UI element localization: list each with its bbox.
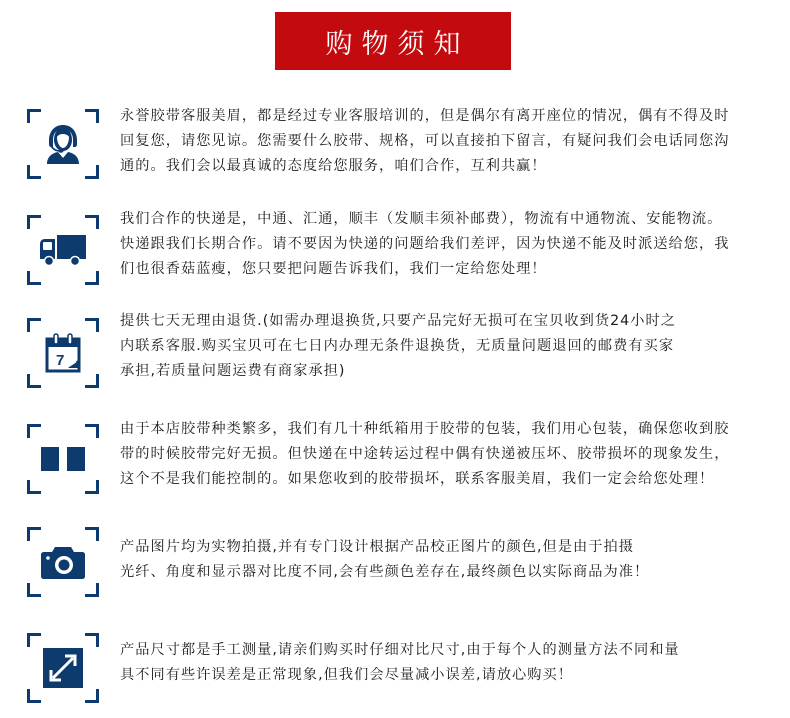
text-line: 产品图片均为实物拍摄,并有专门设计根据产品校正图片的颜色,但是由于拍摄 (120, 539, 634, 555)
text-line: 回复您，请您见谅。您需要什么胶带、规格，可以直接拍下留言，有疑问我们会电话同您沟 (120, 133, 730, 149)
camera-icon (40, 544, 86, 580)
text-line: 光纤、角度和显示器对比度不同,会有些颜色差存在,最终颜色以实际商品为准！ (120, 564, 650, 580)
section-text (120, 309, 770, 384)
text-line: 这个不是我们能控制的。如果您收到的胶带损坏，联系客服美眉，我们一定会给您处理！ (120, 471, 715, 487)
text-line: 带的时候胶带完好无损。但快递在中途转运过程中偶有快递被压坏、胶带损坏的现象发生， (120, 446, 730, 462)
customer-service-headset-icon (41, 122, 85, 166)
package-boxes-icon (40, 446, 86, 472)
delivery-truck-icon (38, 234, 88, 266)
text-line: 具不同有些许误差是正常现象,但我们会尽量减小误差,请放心购买！ (120, 667, 574, 683)
icon-frame (27, 633, 99, 703)
text-line: 通的。我们会以最真诚的态度给您服务，咱们合作，互利共赢！ (120, 158, 547, 174)
text-line: 由于本店胶带种类繁多，我们有几十种纸箱用于胶带的包装，我们用心包装，确保您收到胶 (120, 421, 730, 437)
text-line: 承担,若质量问题运费有商家承担) (120, 363, 346, 379)
text-line: 产品尺寸都是手工测量,请亲们购买时仔细对比尺寸,由于每个人的测量方法不同和量 (120, 642, 680, 658)
title-banner (275, 12, 511, 70)
text-line: 提供七天无理由退货.(如需办理退换货,只要产品完好无损可在宝贝收到货24小时之 (120, 313, 676, 329)
section-text (120, 638, 770, 688)
text-line: 们也很香菇蓝瘦，您只要把问题告诉我们，我们一定给您处理！ (120, 261, 547, 277)
section-text (120, 104, 770, 179)
calendar-7-days-icon (44, 333, 82, 373)
page-title: 购物须知 (325, 28, 470, 60)
text-line: 内联系客服.购买宝贝可在七日内办理无条件退换货，无质量问题退回的邮费有买家 (120, 338, 675, 354)
icon-frame (27, 318, 99, 388)
resize-arrows-icon (43, 648, 83, 688)
icon-frame (27, 424, 99, 494)
text-line: 快递跟我们长期合作。请不要因为快递的问题给我们差评，因为快递不能及时派送给您，我 (120, 236, 730, 252)
text-line: 我们合作的快递是，中通、汇通，顺丰（发顺丰须补邮费），物流有中通物流、安能物流。 (120, 211, 723, 227)
svg-text:7: 7 (56, 352, 65, 369)
text-line: 永誉胶带客服美眉，都是经过专业客服培训的，但是偶尔有离开座位的情况，偶有不得及时 (120, 108, 730, 124)
icon-frame (27, 527, 99, 597)
icon-frame (27, 109, 99, 179)
section-text (120, 207, 770, 282)
section-text (120, 535, 770, 585)
section-text (120, 417, 770, 492)
icon-frame (27, 215, 99, 285)
